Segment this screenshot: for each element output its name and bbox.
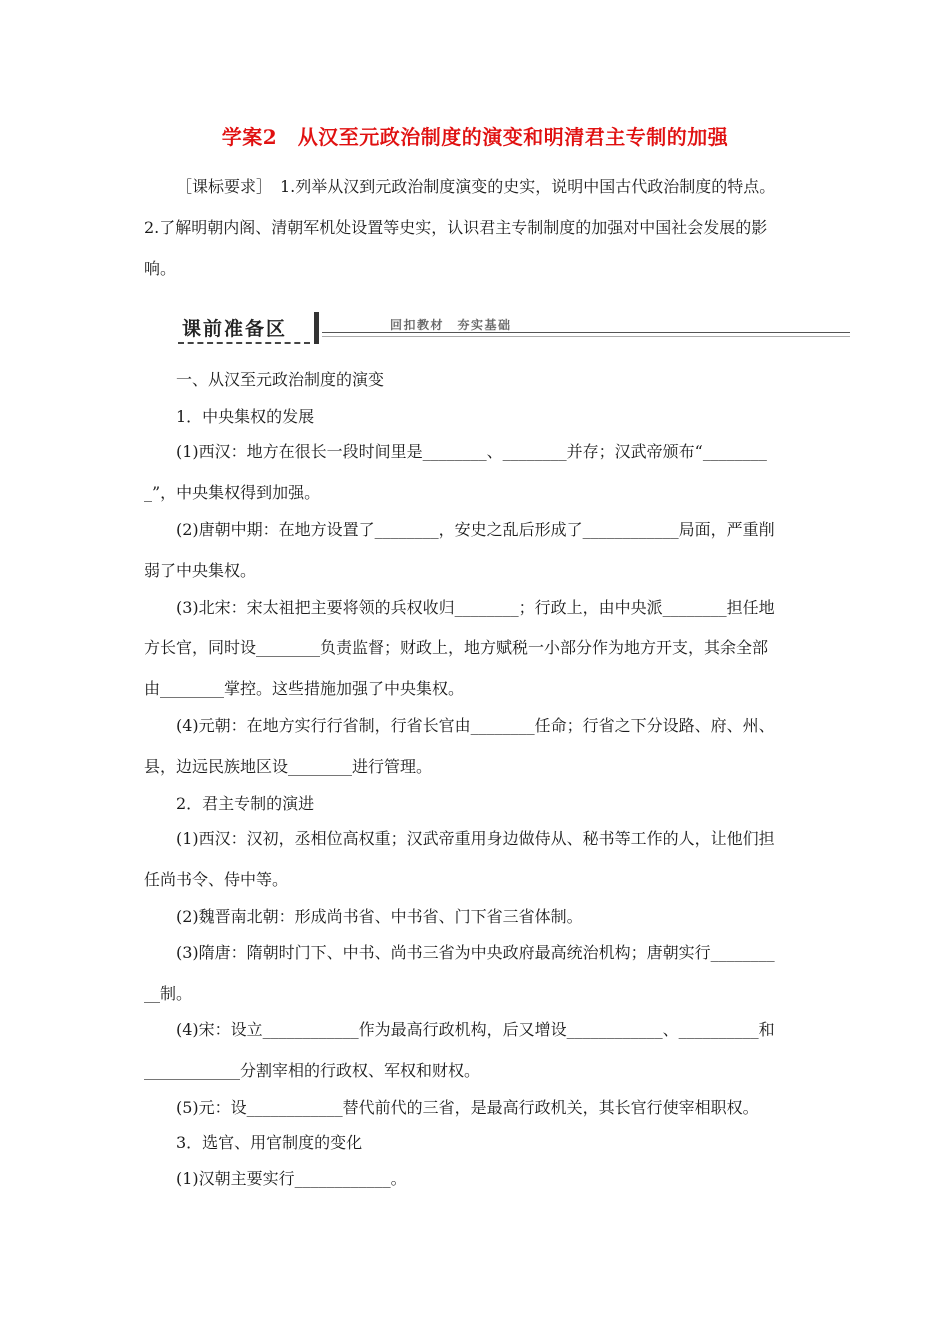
requirements-line: 2.了解明朝内阁、清朝军机处设置等史实，认识君主专制制度的加强对中国社会发展的影 — [144, 218, 768, 237]
text-line: (4)宋：设立____________作为最高行政机构，后又增设____________、__________和 — [176, 1020, 775, 1039]
text-line: (4)元朝：在地方实行行省制，行省长官由________任命；行省之下分设路、府、州、 — [176, 716, 775, 735]
text-line: (3)隋唐：隋朝时门下、中书、尚书三省为中央政府最高统治机构；唐朝实行________ — [176, 943, 775, 962]
text-line: ____________分割宰相的行政权、军权和财权。 — [144, 1061, 481, 1080]
text-line: __制。 — [144, 984, 193, 1003]
text-line: (1)西汉：汉初，丞相位高权重；汉武帝重用身边做侍从、秘书等工作的人，让他们担 — [176, 829, 775, 848]
text-line: (5)元：设____________替代前代的三省，是最高行政机关，其长官行使宰相职权。 — [176, 1098, 759, 1117]
text-line: 弱了中央集权。 — [144, 561, 257, 580]
text-line: (1)西汉：地方在很长一段时间里是________、________并存；汉武帝颁布“________ — [176, 442, 767, 461]
text-line: (3)北宋：宋太祖把主要将领的兵权收归________；行政上，由中央派________担任地 — [176, 598, 775, 617]
subsection-heading: 3．选官、用官制度的变化 — [176, 1133, 363, 1152]
text-line: (2)唐朝中期：在地方设置了________，安史之乱后形成了____________局面，严重削 — [176, 520, 775, 539]
subsection-heading: 2．君主专制的演进 — [176, 794, 315, 813]
section-banner-subtitle: 回扣教材 夯实基础 — [390, 318, 512, 332]
text-line: (2)魏晋南北朝：形成尚书省、中书省、门下省三省体制。 — [176, 907, 583, 926]
subsection-heading: 1．中央集权的发展 — [176, 407, 315, 426]
section-heading: 一、从汉至元政治制度的演变 — [176, 370, 385, 389]
text-line: 任尚书令、侍中等。 — [144, 870, 289, 889]
banner-dashed-underline — [178, 342, 310, 344]
page-title: 学案2 从汉至元政治制度的演变和明清君主专制的加强 — [221, 125, 729, 149]
text-line: (1)汉朝主要实行____________。 — [176, 1169, 407, 1188]
text-line: 方长官，同时设________负责监督；财政上，地方赋税一小部分作为地方开支，其余全部 — [144, 638, 769, 657]
requirements-line: ［课标要求］ 1.列举从汉到元政治制度演变的史实，说明中国古代政治制度的特点。 — [176, 177, 776, 196]
banner-divider-bar — [314, 312, 319, 344]
requirements-line: 响。 — [144, 259, 177, 278]
banner-rule-secondary — [322, 336, 850, 337]
text-line: _”，中央集权得到加强。 — [144, 483, 321, 502]
section-banner — [178, 312, 850, 348]
text-line: 县，边远民族地区设________进行管理。 — [144, 757, 433, 776]
text-line: 由________掌控。这些措施加强了中央集权。 — [144, 679, 465, 698]
section-banner-tag: 课前准备区 — [182, 318, 288, 340]
